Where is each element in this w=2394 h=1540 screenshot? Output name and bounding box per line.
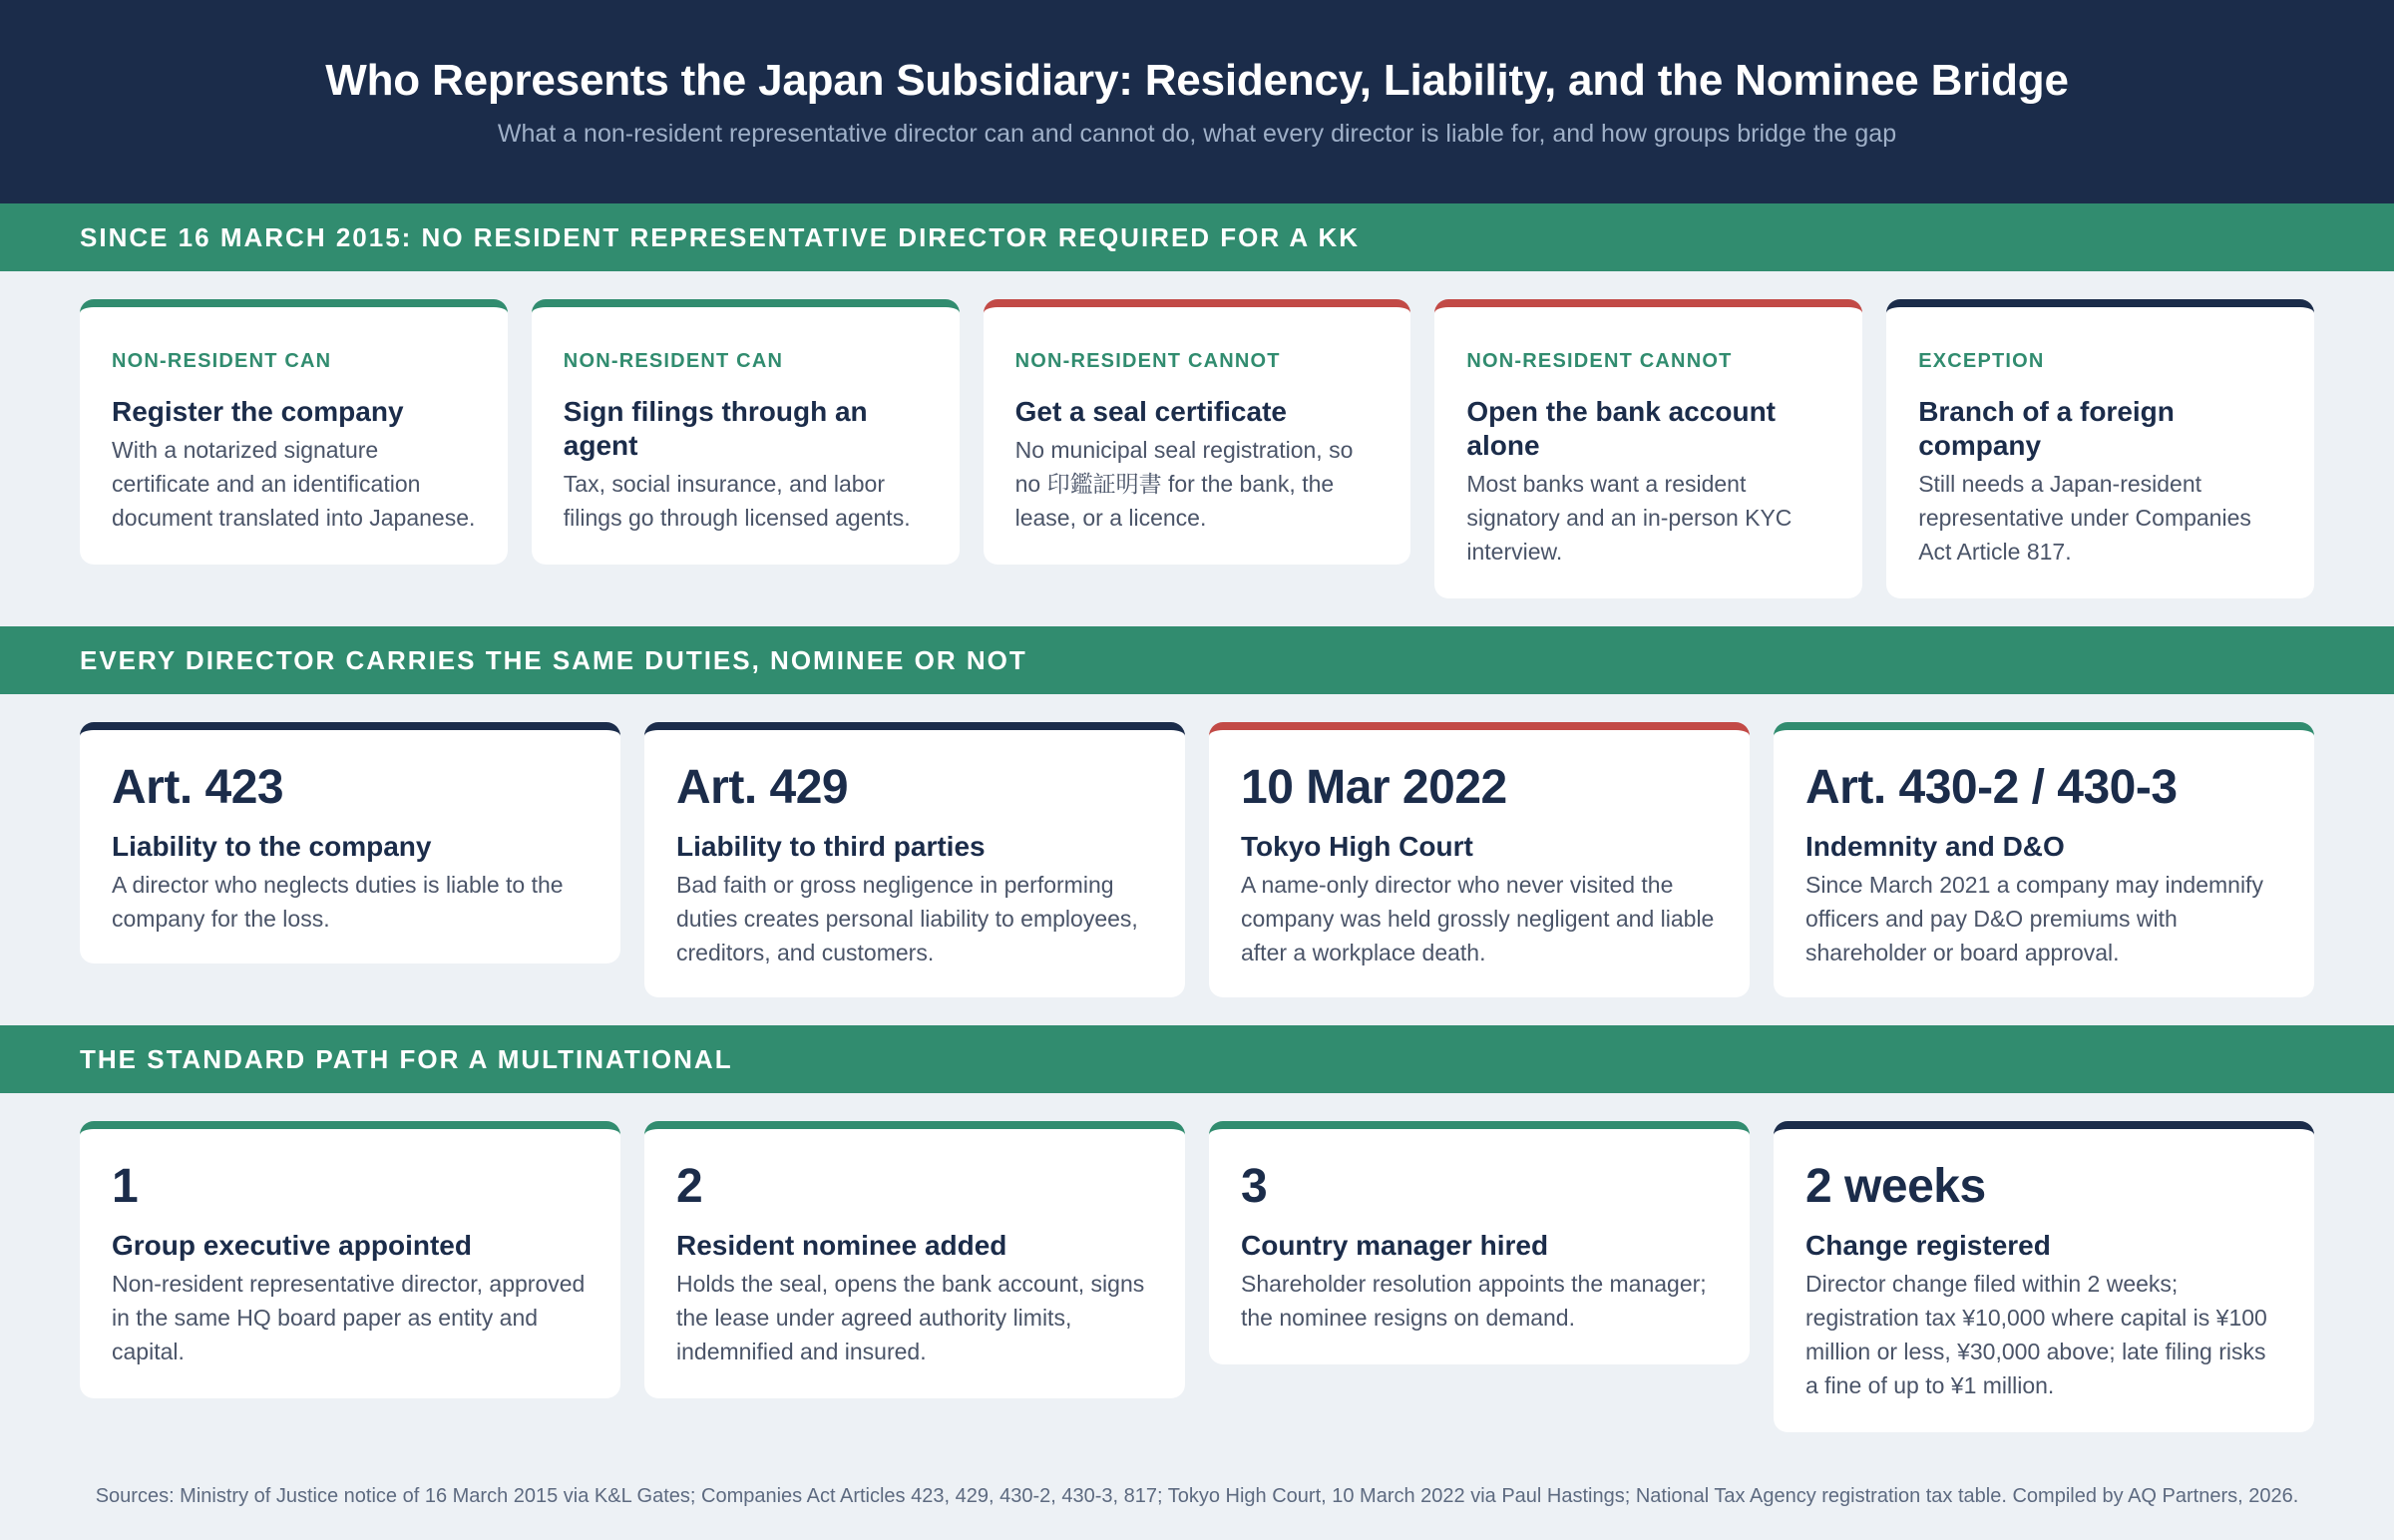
residency-cards bbox=[0, 299, 2394, 598]
card-headline: Art. 429 bbox=[676, 761, 849, 814]
card-body: Tax, social insurance, and labor filings go through licensed agents. bbox=[563, 471, 911, 531]
card-body: A director who neglects duties is liable to the company for the loss. bbox=[112, 872, 564, 932]
section-heading-duties: EVERY DIRECTOR CARRIES THE SAME DUTIES, NOMINEE OR NOT bbox=[0, 626, 2394, 694]
card-body: Director change filed within 2 weeks; registration tax ¥10,000 where capital is ¥100 million or less, ¥30,000 above; late filing risks a fine of up to ¥1 million. bbox=[1805, 1271, 2267, 1398]
card-kicker: NON-RESIDENT CAN bbox=[563, 350, 784, 372]
card-title: Register the company bbox=[112, 396, 404, 427]
card-body: Still needs a Japan-resident representative under Companies Act Article 817. bbox=[1918, 471, 2251, 565]
card-body: Most banks want a resident signatory and an in-person KYC interview. bbox=[1466, 471, 1793, 565]
card-body: Shareholder resolution appoints the manager; the nominee resigns on demand. bbox=[1241, 1271, 1707, 1331]
card-body: Holds the seal, opens the bank account, signs the lease under agreed authority limits, indemnified and insured. bbox=[676, 1271, 1145, 1364]
card-title: Get a seal certificate bbox=[1014, 396, 1287, 427]
card-body: No municipal seal registration, so no 印鑑証明書 for the bank, the lease, or a licence. bbox=[1014, 437, 1354, 531]
card-title: Resident nominee added bbox=[676, 1230, 1007, 1261]
card-register-company bbox=[80, 299, 508, 565]
card-body: Bad faith or gross negligence in performing duties creates personal liability to employees, creditors, and customers. bbox=[676, 872, 1138, 965]
card-sign-filings bbox=[532, 299, 960, 565]
card-indemnity bbox=[1774, 722, 2314, 997]
card-seal-certificate bbox=[984, 299, 1411, 565]
card-step-3 bbox=[1209, 1121, 1750, 1364]
card-title: Branch of a foreign company bbox=[1918, 396, 2175, 461]
card-foreign-branch bbox=[1886, 299, 2314, 598]
card-body: Non-resident representative director, approved in the same HQ board paper as entity and capital. bbox=[112, 1271, 586, 1364]
section-heading-standard-path: THE STANDARD PATH FOR A MULTINATIONAL bbox=[0, 1025, 2394, 1093]
card-title: Indemnity and D&O bbox=[1805, 831, 2065, 862]
card-headline: 10 Mar 2022 bbox=[1241, 761, 1507, 814]
card-change-registered bbox=[1774, 1121, 2314, 1432]
card-title: Sign filings through an agent bbox=[563, 396, 868, 461]
card-title: Country manager hired bbox=[1241, 1230, 1549, 1261]
page-header bbox=[0, 0, 2394, 203]
card-kicker: NON-RESIDENT CANNOT bbox=[1466, 350, 1733, 372]
card-body: With a notarized signature certificate and an identification document translated into Japanese. bbox=[112, 437, 476, 531]
card-tokyo-high-court bbox=[1209, 722, 1750, 997]
card-art-429 bbox=[644, 722, 1185, 997]
card-headline: 2 bbox=[676, 1160, 703, 1213]
card-art-423 bbox=[80, 722, 620, 963]
card-title: Open the bank account alone bbox=[1466, 396, 1776, 461]
card-body: A name-only director who never visited the company was held grossly negligent and liable after a workplace death. bbox=[1241, 872, 1715, 965]
card-title: Liability to third parties bbox=[676, 831, 986, 862]
card-headline: 2 weeks bbox=[1805, 1160, 1986, 1213]
card-step-1 bbox=[80, 1121, 620, 1398]
card-step-2 bbox=[644, 1121, 1185, 1398]
card-kicker: NON-RESIDENT CANNOT bbox=[1014, 350, 1281, 372]
card-headline: 3 bbox=[1241, 1160, 1268, 1213]
card-title: Group executive appointed bbox=[112, 1230, 472, 1261]
page-subtitle: What a non-resident representative director can and cannot do, what every director is liable for, and how groups bridge the gap bbox=[497, 120, 1897, 148]
card-headline: 1 bbox=[112, 1160, 139, 1213]
card-headline: Art. 423 bbox=[112, 761, 284, 814]
card-headline: Art. 430-2 / 430-3 bbox=[1805, 761, 2178, 814]
sources-footnote: Sources: Ministry of Justice notice of 16 March 2015 via K&L Gates; Companies Act Articles 423, 429, 430-2, 430-3, 817; Tokyo High Court, 10 March 2022 via Paul Hastings; National Tax Agency registration tax table. Compiled by AQ Partners, 2026. bbox=[95, 1485, 2299, 1507]
path-cards bbox=[0, 1121, 2394, 1432]
card-title: Liability to the company bbox=[112, 831, 432, 862]
page-title: Who Represents the Japan Subsidiary: Residency, Liability, and the Nominee Bridge bbox=[325, 56, 2069, 105]
duties-cards bbox=[0, 722, 2394, 997]
card-kicker: NON-RESIDENT CAN bbox=[112, 350, 332, 372]
card-title: Tokyo High Court bbox=[1241, 831, 1473, 862]
card-bank-account bbox=[1434, 299, 1862, 598]
card-body: Since March 2021 a company may indemnify officers and pay D&O premiums with shareholder or board approval. bbox=[1805, 872, 2263, 965]
card-title: Change registered bbox=[1805, 1230, 2051, 1261]
section-heading-residency: SINCE 16 MARCH 2015: NO RESIDENT REPRESENTATIVE DIRECTOR REQUIRED FOR A KK bbox=[0, 203, 2394, 271]
card-kicker: EXCEPTION bbox=[1918, 350, 2045, 372]
